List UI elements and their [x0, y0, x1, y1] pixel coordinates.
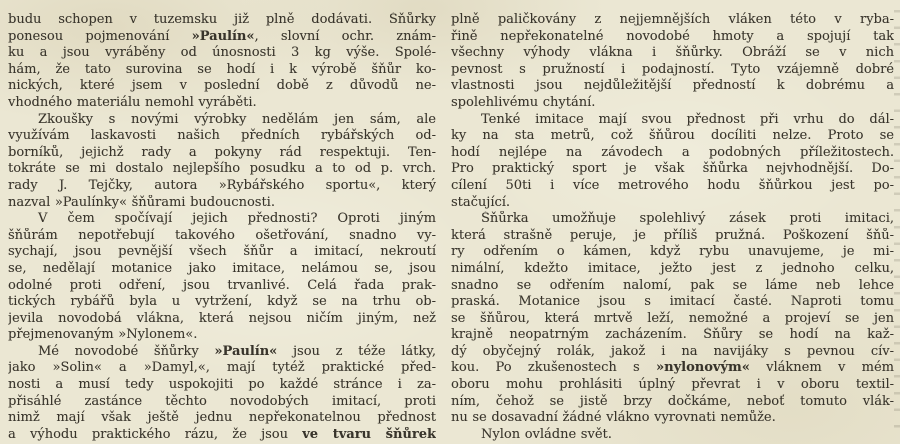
text-line [8, 311, 436, 328]
text-line [8, 377, 436, 394]
text-segment: nimž mají však ještě jednu nepřekonatelnou přednost [8, 410, 436, 426]
text-line [451, 327, 894, 344]
text-line [8, 244, 436, 261]
page-edge-scan-marks [894, 10, 900, 440]
text-segment: vhodného materiálu nemohl vyráběti. [8, 94, 257, 110]
text-segment: vláknem v mém [749, 360, 894, 376]
text-segment: stačující. [451, 194, 511, 210]
text-line [451, 195, 894, 212]
bold-text-segment: »Paulín« [214, 343, 278, 359]
text-segment: cílení 50ti i více metrového hodu šňůrkou jest po- [451, 177, 894, 193]
text-segment: , slovní ochr. znám- [254, 28, 436, 44]
text-line [451, 145, 894, 162]
bold-text-segment: »nylonovým« [656, 360, 750, 376]
text-segment: oboru mohu prohlásiti úplný převrat i v oboru textil- [451, 377, 894, 393]
paragraph [451, 12, 894, 112]
text-line [451, 62, 894, 79]
paragraph [451, 211, 894, 427]
text-line [8, 195, 436, 212]
text-segment: tokráte se mi dostalo nejlepšího posudku a to od p. vrch. [8, 161, 436, 177]
text-line [451, 95, 894, 112]
text-line [451, 112, 894, 129]
text-line [451, 410, 894, 427]
text-line [8, 128, 436, 145]
text-line [8, 95, 436, 112]
paragraph [8, 12, 436, 112]
text-segment: Zkoušky s novými výrobky nedělám jen sám, ale [38, 111, 436, 127]
text-segment: vlastnosti jsou nejdůležitější předností k dobrému a [451, 78, 894, 94]
text-segment: praská. Motanice jsou s imitací časté. Naproti tomu [451, 294, 894, 310]
text-segment: nimální, kdežto imitace, ježto jest z jednoho celku, [451, 260, 894, 276]
text-segment: šňůrám nepotřebují takového ošetřování, snadno vy- [8, 227, 436, 243]
text-line [8, 394, 436, 411]
text-line [451, 161, 894, 178]
text-segment: budu schopen v tuzemsku již plně dodávati. Šňůrky [8, 12, 436, 27]
text-segment: snadno se odřením nalomí, pak se láme neb lehce [451, 277, 894, 293]
text-segment: jsou z téže látky, [277, 343, 436, 359]
text-segment: hám, že tato surovina se hodí i k výrobě šňůr ko- [8, 61, 436, 77]
text-segment: plně paličkovány z nejjemnějších vláken této v ryba- [451, 12, 894, 27]
text-line [451, 78, 894, 95]
text-line [8, 427, 436, 444]
text-line [451, 394, 894, 411]
text-line [451, 427, 894, 444]
text-segment: nazval »Paulínky« šňůrami budoucnosti. [8, 194, 275, 210]
text-line [451, 12, 894, 29]
text-segment: tických rybářů byla u vytržení, když se na trhu ob- [8, 294, 436, 310]
text-segment: dý obyčejný rolák, jakož i na navijáky s pevnou cív- [451, 343, 894, 359]
bold-text-segment: ve tvaru šňůrek [302, 426, 436, 442]
text-line [451, 344, 894, 361]
text-line [451, 377, 894, 394]
text-segment: ku a jsou vyráběny od únosnosti 3 kg výše. Spolé- [8, 45, 436, 61]
text-line [8, 29, 436, 46]
text-line [451, 244, 894, 261]
text-segment: přisáhlé zastánce těchto novodobých imitací, proti [8, 393, 436, 409]
text-segment: a výhodu praktického rázu, že jsou [8, 426, 303, 442]
text-line [451, 178, 894, 195]
text-line [8, 294, 436, 311]
text-segment: ponesou pojmenování [8, 28, 192, 44]
text-segment: odolné proti odření, jsou trvanlivé. Celá řada prak- [8, 277, 436, 293]
text-line [8, 62, 436, 79]
left-text-column [8, 12, 436, 444]
text-line [8, 178, 436, 195]
text-segment: nu se dosavadní žádné vlákno vyrovnati nemůže. [451, 410, 776, 426]
text-segment: rady J. Tejčky, autora »Rybářského sportu«, který [8, 177, 436, 193]
text-segment: pevnost s pružností i podajností. Tyto vzájemně dobré [451, 61, 894, 77]
text-segment: řině nepřekonatelné novodobé hmoty a spojují tak [451, 28, 894, 44]
text-segment: Šňůrka umožňuje spolehlivý zásek proti imitaci, [481, 211, 894, 227]
text-line [8, 211, 436, 228]
text-line [8, 112, 436, 129]
text-segment: ky na sta metrů, což šňůrou docíliti nelze. Proto se [451, 128, 894, 144]
text-line [451, 211, 894, 228]
text-line [8, 344, 436, 361]
text-line [8, 327, 436, 344]
paragraph [451, 112, 894, 212]
text-segment: se, nedělají motanice jako imitace, nelámou se, jsou [8, 260, 436, 276]
text-segment: jevila novodobá vlákna, která nejsou ničím jiným, než [8, 310, 436, 326]
text-segment: se šňůrou, která mrtvě leží, nemožné a projeví se jen [451, 310, 894, 326]
text-segment: využívám laskavosti našich předních rybářských od- [8, 128, 436, 144]
text-line [8, 78, 436, 95]
text-segment: spolehlivému chytání. [451, 94, 596, 110]
paragraph [451, 427, 894, 444]
text-segment: V čem spočívají jejich přednosti? Oproti jiným [38, 211, 436, 227]
bold-text-segment: »Paulín« [191, 28, 255, 44]
paragraph [8, 344, 436, 444]
text-line [451, 294, 894, 311]
text-line [451, 128, 894, 145]
text-line [451, 29, 894, 46]
text-line [8, 410, 436, 427]
text-segment: přejmenovaným »Nylonem«. [8, 327, 198, 343]
paragraph [8, 112, 436, 212]
text-segment: krajně neopatrným zacházením. Šňůry se hodí na kaž- [451, 327, 894, 343]
text-segment: hodí nejlépe na závodech a podobných příležitostech. [451, 144, 894, 160]
text-line [451, 45, 894, 62]
text-line [8, 360, 436, 377]
paragraph [8, 211, 436, 344]
text-segment: nických, které jsem v poslední době z důvodů ne- [8, 78, 436, 94]
text-segment: všechny výhody vlákna i šňůrky. Obráží se v nich [451, 45, 894, 61]
text-line [451, 311, 894, 328]
text-segment: ry odřením o kámen, když rybu unavujeme, je mi- [451, 244, 894, 260]
text-line [8, 12, 436, 29]
text-line [451, 360, 894, 377]
text-segment: Nylon ovládne svět. [481, 426, 612, 442]
text-segment: borníků, jejichž rady a pokyny rád respektuji. Ten- [8, 144, 436, 160]
text-line [451, 261, 894, 278]
text-segment: Tenké imitace mají svou přednost při vrhu do dál- [481, 111, 894, 127]
text-segment: Pro praktický sport je však šňůrka nejvhodnější. Do- [451, 161, 894, 177]
text-line [8, 278, 436, 295]
text-line [451, 278, 894, 295]
text-segment: která strašně peruje, je příliš pružná. Poškození šňů- [451, 227, 894, 243]
text-line [8, 261, 436, 278]
text-line [8, 45, 436, 62]
text-line [8, 145, 436, 162]
text-segment: sychají, jsou pevnější všech šňůr a imitací, nekroutí [8, 244, 436, 260]
text-segment: Mé novodobé šňůrky [38, 343, 215, 359]
text-segment: jako »Solin« a »Damyl,«, mají tytéž praktické před- [8, 360, 436, 376]
text-segment: nosti a musí tedy uspokojiti po každé stránce i za- [8, 377, 436, 393]
text-line [8, 228, 436, 245]
text-segment: kou. Po zkušenostech s [451, 360, 657, 376]
text-line [8, 161, 436, 178]
right-text-column [451, 12, 894, 444]
text-segment: ním, čehož se jistě brzy dočkáme, neboť tomuto vlák- [451, 393, 894, 409]
text-line [451, 228, 894, 245]
